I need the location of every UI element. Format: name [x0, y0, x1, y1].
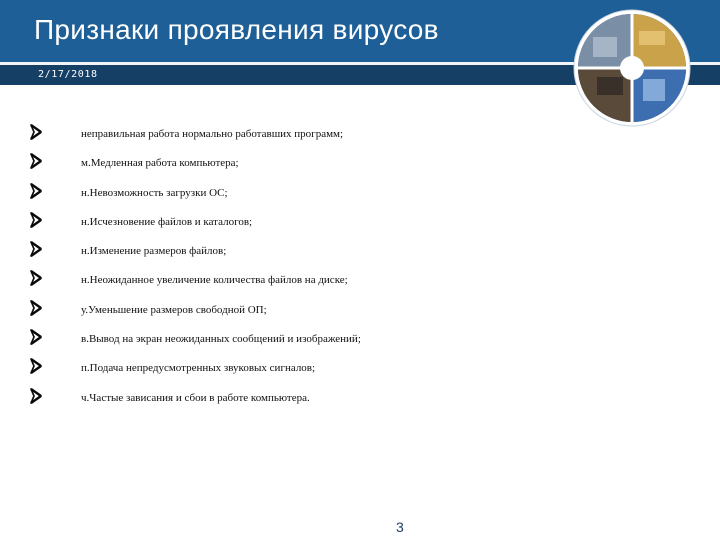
list-item [30, 183, 550, 212]
list-item [30, 388, 550, 417]
list-item [30, 153, 550, 182]
list-item [30, 270, 550, 299]
list-item [30, 212, 550, 241]
list-item [30, 124, 550, 153]
list-item [30, 358, 550, 387]
list-item [30, 329, 550, 358]
circular-photo-logo [573, 9, 691, 127]
arrow-bullet-icon [30, 183, 42, 199]
arrow-bullet-icon [30, 270, 42, 286]
arrow-bullet-icon [30, 358, 42, 374]
bullet-text: в.Вывод на экран неожиданных сообщений и изображений; [81, 333, 361, 346]
bullet-text: н.Невозможность загрузки ОС; [81, 186, 228, 199]
slide-title: Признаки проявления вирусов [34, 14, 439, 45]
bullet-text: ч.Частые зависания и сбои в работе компьютера. [81, 391, 310, 404]
bullet-text: у.Уменьшение размеров свободной ОП; [81, 303, 267, 316]
bullet-text: н.Неожиданное увеличение количества файлов на диске; [81, 274, 348, 287]
bullet-text: п.Подача непредусмотренных звуковых сигналов; [81, 362, 316, 375]
arrow-bullet-icon [30, 300, 42, 316]
list-item [30, 300, 550, 329]
bullet-text: неправильная работа нормально работавших программ; [81, 128, 344, 140]
page-number: 3 [396, 519, 404, 535]
arrow-bullet-icon [30, 329, 42, 345]
arrow-bullet-icon [30, 124, 42, 140]
bullet-text: м.Медленная работа компьютера; [81, 157, 239, 170]
arrow-bullet-icon [30, 241, 42, 257]
arrow-bullet-icon [30, 212, 42, 228]
list-item [30, 241, 550, 270]
arrow-bullet-icon [30, 388, 42, 404]
slide-date: 2/17/2018 [38, 69, 98, 80]
bullet-list [30, 124, 550, 417]
arrow-bullet-icon [30, 153, 42, 169]
bullet-text: н.Изменение размеров файлов; [81, 245, 227, 258]
bullet-text: н.Исчезновение файлов и каталогов; [81, 215, 253, 228]
